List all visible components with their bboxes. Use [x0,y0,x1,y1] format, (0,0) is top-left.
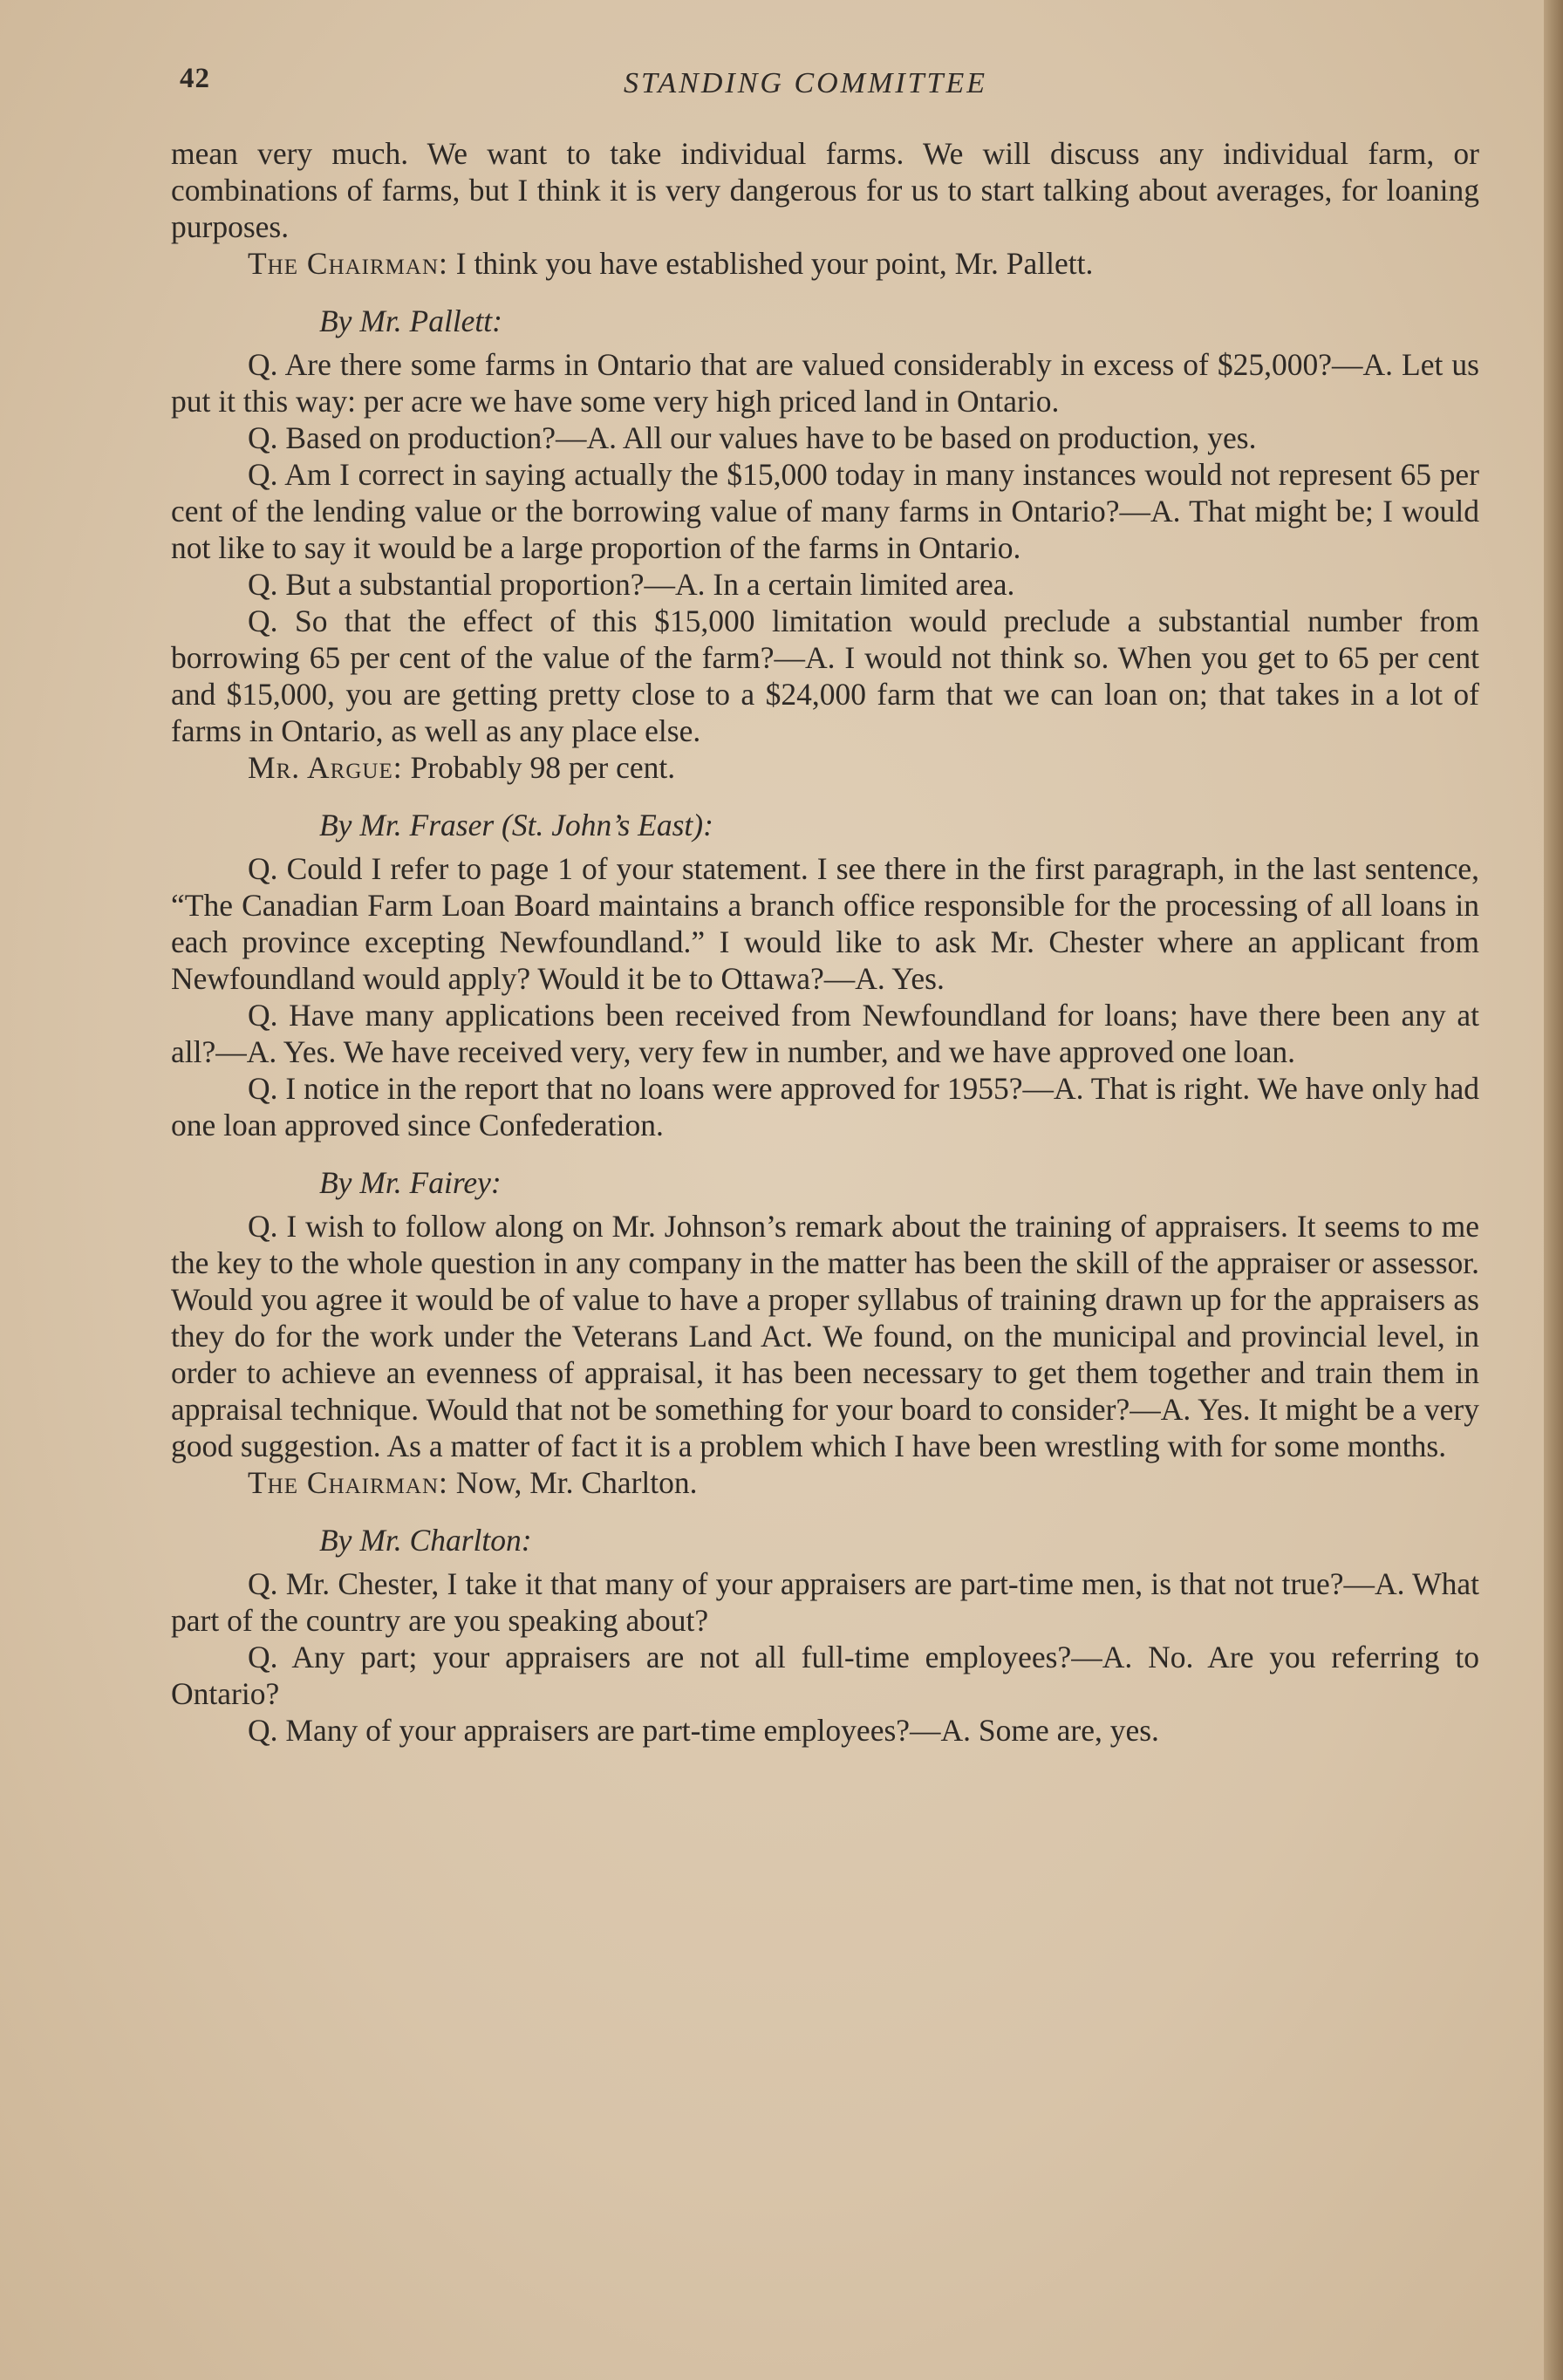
qa-paragraph: Q. Are there some farms in Ontario that are valued considerably in excess of $25,000?—A. Let us put it this way: per acre we have some very high priced land in Ontario. [171,347,1479,419]
qa-paragraph: Q. Many of your appraisers are part-time employees?—A. Some are, yes. [248,1713,1159,1748]
examiner-heading: By Mr. Pallett: [319,303,502,338]
speaker-paragraph [171,1464,1479,1501]
qa-paragraph: Q. Could I refer to page 1 of your statement. I see there in the first paragraph, in the last sentence, “The Canadian Farm Loan Board maintains a branch office responsible for the processing of all loans in each province excepting Newfoundland.” I would like to ask Mr. Chester where an applicant from Newfoundland would apply? Would it be to Ottawa?—A. Yes. [171,851,1479,996]
speaker-name: The Chairman: [248,1465,448,1500]
page-number: 42 [180,63,210,94]
qa-paragraph: Q. Based on production?—A. All our values have to be based on production, yes. [248,420,1257,455]
examiner-heading: By Mr. Charlton: [319,1523,532,1558]
speaker-text: Now, Mr. Charlton. [455,1465,698,1500]
speaker-name: Mr. Argue: [248,750,403,785]
running-head: STANDING COMMITTEE [624,67,987,99]
qa-paragraph: Q. Have many applications been received from Newfoundland for loans; have there been any at all?—A. Yes. We have received very, very few in number, and we have approved one loan. [171,998,1479,1069]
examiner-heading: By Mr. Fairey: [319,1165,502,1200]
qa-paragraph: Q. Am I correct in saying actually the $15,000 today in many instances would not represent 65 per cent of the lending value or the borrowing value of many farms in Ontario?—A. That might be; I would not like to say it would be a large proportion of the farms in Ontario. [171,457,1479,565]
examiner-heading: By Mr. Fraser (St. John’s East): [319,808,713,842]
speaker-paragraph [171,749,1479,786]
qa-paragraph: Q. So that the effect of this $15,000 limitation would preclude a substantial number from borrowing 65 per cent of the value of the farm?—A. I would not think so. When you get to 65 per cent and $15,000, you are getting pretty close to a $24,000 farm that we can loan on; that takes in a lot of farms in Ontario, as well as any place else. [171,604,1479,748]
speaker-paragraph [171,245,1479,282]
qa-paragraph: Q. Any part; your appraisers are not all full-time employees?—A. No. Are you referring to Ontario? [171,1640,1479,1711]
speaker-name: The Chairman: [248,246,448,281]
page-edge [1544,0,1563,2380]
speaker-text: Probably 98 per cent. [410,750,676,785]
qa-paragraph: Q. But a substantial proportion?—A. In a certain limited area. [248,567,1015,602]
qa-paragraph: Q. Mr. Chester, I take it that many of your appraisers are part-time men, is that not true?—A. What part of the country are you speaking about? [171,1566,1479,1638]
paragraph: mean very much. We want to take individual farms. We will discuss any individual farm, or combinations of farms, but I think it is very dangerous for us to start talking about averages, for loaning purposes. [171,136,1479,244]
qa-paragraph: Q. I notice in the report that no loans were approved for 1955?—A. That is right. We have only had one loan approved since Confederation. [171,1071,1479,1142]
qa-paragraph: Q. I wish to follow along on Mr. Johnson’s remark about the training of appraisers. It seems to me the key to the whole question in any company in the matter has been the skill of the appraiser or assessor. Would you agree it would be of value to have a proper syllabus of training drawn up for the appraisers as they do for the work under the Veterans Land Act. We found, on the municipal and provincial level, in order to achieve an evenness of appraisal, it has been necessary to get them together and train them in appraisal technique. Would that not be something for your board to consider?—A. Yes. It might be a very good suggestion. As a matter of fact it is a problem which I have been wrestling with for some months. [171,1209,1479,1463]
page-header [174,63,1483,106]
speaker-text: I think you have established your point, Mr. Pallett. [455,246,1094,281]
body-text [171,135,1479,1749]
